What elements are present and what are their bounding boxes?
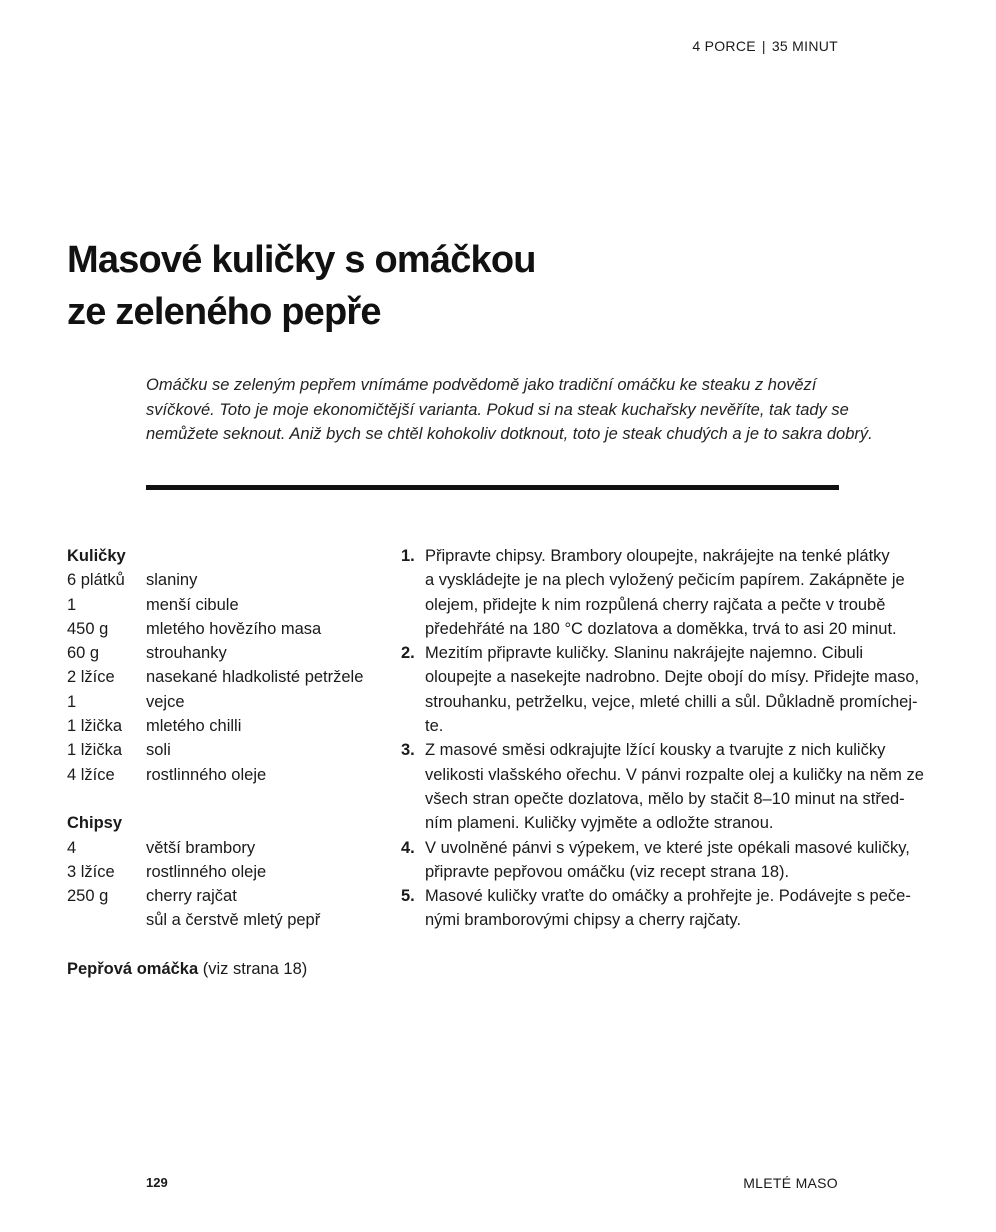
title-line: ze zeleného pepře [67, 291, 381, 333]
step-number: 5. [401, 887, 415, 906]
step-line: velikosti vlašského ořechu. V pánvi rozpalte olej a kuličky na něm ze [425, 765, 924, 784]
recipe-intro [146, 373, 873, 447]
step-line: nými bramborovými chipsy a cherry rajčaty. [425, 911, 742, 930]
ingredient-quantity: 450 g [67, 619, 109, 638]
step-line: strouhanku, petrželku, vejce, mleté chilli a sůl. Důkladně promíchej- [425, 692, 918, 711]
section-name: MLETÉ MASO [743, 1175, 838, 1191]
step-text [425, 641, 919, 738]
ingredient-name: nasekané hladkolisté petržele [146, 668, 364, 687]
ingredient-row [67, 763, 387, 787]
ingredient-row [67, 617, 387, 641]
ingredient-name: strouhanky [146, 644, 227, 663]
ingredient-name: větší brambory [146, 838, 256, 857]
ingredient-name: mletého hovězího masa [146, 619, 322, 638]
ingredient-name: cherry rajčat [146, 887, 237, 906]
step-line: všech stran opečte dozlatova, mělo by stačit 8–10 minut na střed- [425, 789, 905, 808]
ingredient-row [67, 641, 387, 665]
sauce-note: (viz strana 18) [198, 960, 308, 979]
ingredient-name: soli [146, 741, 171, 760]
ingredient-row [67, 738, 387, 762]
ingredient-group-heading: Chipsy [67, 814, 123, 833]
step-text [425, 836, 910, 885]
step-text [425, 738, 924, 835]
servings: 4 PORCE [692, 38, 756, 54]
ingredient-name: sůl a čerstvě mletý pepř [146, 911, 321, 930]
ingredient-quantity: 2 lžíce [67, 668, 115, 687]
ingredient-name: vejce [146, 692, 185, 711]
step-line: a vyskládejte je na plech vyložený pečicím papírem. Zakápněte je [425, 571, 905, 590]
ingredient-group-chipsy [67, 811, 387, 932]
ingredient-row [67, 568, 387, 592]
ingredient-name: slaniny [146, 571, 198, 590]
sauce-label: Pepřová omáčka [67, 960, 199, 979]
ingredient-name: rostlinného oleje [146, 862, 267, 881]
ingredient-row [67, 593, 387, 617]
ingredient-row [67, 860, 387, 884]
sauce-reference [67, 957, 387, 981]
ingredient-quantity: 1 [67, 692, 77, 711]
ingredient-quantity: 4 [67, 838, 77, 857]
step-line: předehřáté na 180 °C dozlatova a doměkka, trvá to asi 20 minut. [425, 619, 897, 638]
page-number: 129 [146, 1175, 168, 1190]
step-line: Masové kuličky vraťte do omáčky a prohřejte je. Podávejte s peče- [425, 887, 911, 906]
step-number: 4. [401, 838, 415, 857]
ingredient-quantity [67, 908, 146, 932]
ingredient-quantity: 6 plátků [67, 571, 125, 590]
method-steps [401, 544, 924, 933]
ingredient-quantity: 60 g [67, 644, 100, 663]
ingredient-row [67, 836, 387, 860]
ingredient-quantity: 1 lžička [67, 717, 123, 736]
step-number: 3. [401, 741, 415, 760]
step-text [425, 544, 905, 641]
section-divider [146, 485, 839, 490]
step-item [401, 738, 924, 835]
ingredient-quantity: 1 lžička [67, 741, 123, 760]
step-line: Z masové směsi odkrajujte lžící kousky a tvarujte z nich kuličky [425, 741, 886, 760]
step-item [401, 836, 921, 885]
step-line: Mezitím připravte kuličky. Slaninu nakrájejte najemno. Cibuli [425, 644, 864, 663]
ingredient-row [67, 908, 387, 932]
intro-line: nemůžete seknout. Aniž bych se chtěl kohokoliv dotknout, toto je steak chudých a je to sakra dobrý. [146, 425, 873, 443]
ingredient-row [67, 690, 387, 714]
ingredient-quantity: 4 lžíce [67, 765, 115, 784]
ingredient-quantity: 3 lžíce [67, 862, 115, 881]
step-line: oloupejte a nasekejte nadrobno. Dejte obojí do mísy. Přidejte maso, [425, 668, 920, 687]
ingredient-name: menší cibule [146, 595, 239, 614]
step-item [401, 884, 921, 933]
prep-time: 35 MINUT [771, 38, 838, 54]
ingredient-name: rostlinného oleje [146, 765, 267, 784]
ingredient-quantity: 1 [67, 595, 77, 614]
recipe-meta [692, 38, 838, 54]
ingredient-row [67, 884, 387, 908]
step-line: V uvolněné pánvi s výpekem, ve které jste opékali masové kuličky, [425, 838, 910, 857]
step-line: Připravte chipsy. Brambory oloupejte, nakrájejte na tenké plátky [425, 547, 890, 565]
meta-separator: | [761, 38, 766, 54]
ingredient-row [67, 714, 387, 738]
step-line: olejem, přidejte k nim rozpůlená cherry rajčata a pečte v troubě [425, 595, 886, 614]
ingredient-name: mletého chilli [146, 717, 242, 736]
step-line: ním plameni. Kuličky vyjměte a odložte stranou. [425, 814, 774, 833]
ingredient-quantity: 250 g [67, 887, 109, 906]
step-item [401, 544, 921, 641]
ingredient-group-heading: Kuličky [67, 547, 126, 565]
step-number: 1. [401, 547, 415, 565]
step-item [401, 641, 921, 738]
ingredient-row [67, 665, 387, 689]
recipe-title [67, 234, 536, 338]
intro-line: Omáčku se zeleným pepřem vnímáme podvědomě jako tradiční omáčku ke steaku z hovězí [146, 376, 817, 394]
step-line: připravte pepřovou omáčku (viz recept strana 18). [425, 862, 790, 881]
ingredient-group-kulicky [67, 544, 387, 787]
intro-line: svíčkové. Toto je moje ekonomičtější varianta. Pokud si na steak kuchařsky nevěříte, tak tady se [146, 400, 849, 419]
step-text [425, 884, 911, 933]
ingredients-list [67, 544, 387, 981]
step-line: te. [425, 717, 444, 736]
step-number: 2. [401, 644, 415, 663]
title-line: Masové kuličky s omáčkou [67, 239, 536, 281]
